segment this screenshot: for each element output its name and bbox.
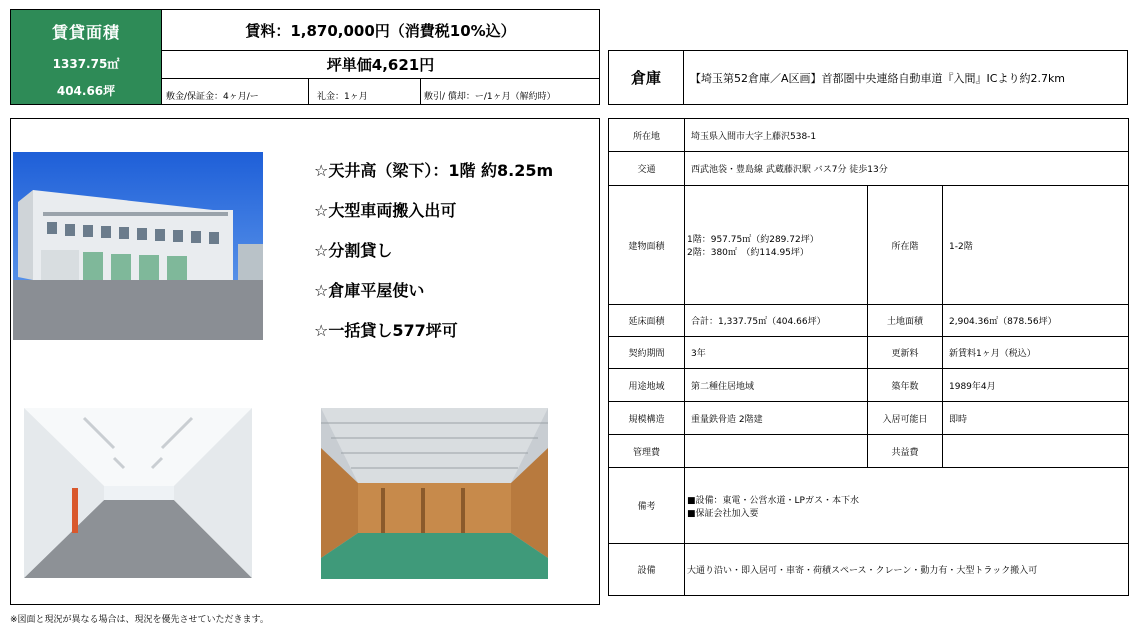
structure-value: 重量鉄骨造 2階建 xyxy=(685,402,868,435)
building-area-line2: 2階：380㎡ （約114.95坪） xyxy=(687,248,809,258)
move-in-label: 入居可能日 xyxy=(868,402,943,435)
office-interior-photo xyxy=(24,408,252,578)
headline-cell xyxy=(683,50,1128,105)
rent-area-tsubo: 404.66坪 xyxy=(56,84,116,98)
location-value: 埼玉県入間市大字上藤沢538-1 xyxy=(685,119,1129,152)
structure-label: 規模構造 xyxy=(609,402,685,435)
zoning-value: 第二種住居地域 xyxy=(685,369,868,402)
rent-area-box xyxy=(10,9,162,105)
building-area-label: 建物面積 xyxy=(609,186,685,305)
feature-item: ☆天井高（梁下）：1階 約8.25m xyxy=(314,161,554,180)
location-label: 所在地 xyxy=(609,119,685,152)
feature-item: ☆分割貸し xyxy=(314,241,393,260)
building-area-line1: 1階：957.75㎡（約289.72坪） xyxy=(687,235,819,245)
category-text: 倉庫 xyxy=(630,69,661,87)
total-floor-value: 合計：1,337.75㎡（404.66坪） xyxy=(685,305,868,337)
built-label: 築年数 xyxy=(868,369,943,402)
key-money-text: 礼金：1ヶ月 xyxy=(317,92,368,102)
rent-area-label: 賃貸面積 xyxy=(51,23,120,42)
contract-value: 3年 xyxy=(685,337,868,369)
contract-label: 契約期間 xyxy=(609,337,685,369)
floor-value: 1-2階 xyxy=(943,186,1129,305)
equipment-value: 大通り沿い・即入居可・車寄・荷積スペース・クレーン・動力有・大型トラック搬入可 xyxy=(685,544,1129,596)
rent-price xyxy=(161,9,600,51)
land-area-value: 2,904.36㎡（878.56坪） xyxy=(943,305,1129,337)
zoning-label: 用途地域 xyxy=(609,369,685,402)
land-area-label: 土地面積 xyxy=(868,305,943,337)
total-floor-label: 延床面積 xyxy=(609,305,685,337)
deposit-cell xyxy=(161,78,309,105)
headline-text: 【埼玉第52倉庫／A区画】首都圏中央連絡自動車道『入間』ICより約2.7km xyxy=(690,71,1066,85)
common-fee-label: 共益費 xyxy=(868,435,943,468)
deposit-text: 敷金/保証金：4ヶ月/ー xyxy=(166,92,259,102)
remarks-line2: ■保証会社加入要 xyxy=(687,508,759,519)
category-cell xyxy=(608,50,684,105)
remarks-label: 備考 xyxy=(609,468,685,544)
renewal-value: 新賃料1ヶ月（税込） xyxy=(943,337,1129,369)
equipment-label: 設備 xyxy=(609,544,685,596)
spec-table xyxy=(608,118,1129,596)
built-value: 1989年4月 xyxy=(943,369,1129,402)
feature-item: ☆一括貸し577坪可 xyxy=(314,321,458,340)
feature-item: ☆大型車両搬入出可 xyxy=(314,201,457,220)
footnote: ※図面と現況が異なる場合は、現況を優先させていただきます。 xyxy=(10,615,269,625)
renewal-label: 更新料 xyxy=(868,337,943,369)
building-area-value xyxy=(685,186,868,305)
mgmt-fee-value xyxy=(685,435,868,468)
amortization-cell xyxy=(420,78,600,105)
remarks-line1: ■設備：東電・公営水道・LPガス・本下水 xyxy=(687,495,859,506)
move-in-value: 即時 xyxy=(943,402,1129,435)
feature-list xyxy=(314,158,594,358)
exterior-photo xyxy=(13,152,263,340)
unit-price-text: 坪単価4,621円 xyxy=(326,56,435,74)
mgmt-fee-label: 管理費 xyxy=(609,435,685,468)
amortization-text: 敷引/ 償却：ー/1ヶ月（解約時） xyxy=(424,92,556,102)
feature-item: ☆倉庫平屋使い xyxy=(314,281,425,300)
rent-area-sqm: 1337.75㎡ xyxy=(52,57,120,71)
rent-price-text: 賃料：1,870,000円（消費税10%込） xyxy=(245,21,516,40)
transport-value: 西武池袋・豊島線 武蔵藤沢駅 バス7分 徒歩13分 xyxy=(685,152,1129,186)
remarks-value xyxy=(685,468,1129,544)
key-money-cell xyxy=(308,78,421,105)
transport-label: 交通 xyxy=(609,152,685,186)
warehouse-interior-photo xyxy=(321,408,548,579)
floor-label: 所在階 xyxy=(868,186,943,305)
unit-price xyxy=(161,50,600,79)
common-fee-value xyxy=(943,435,1129,468)
